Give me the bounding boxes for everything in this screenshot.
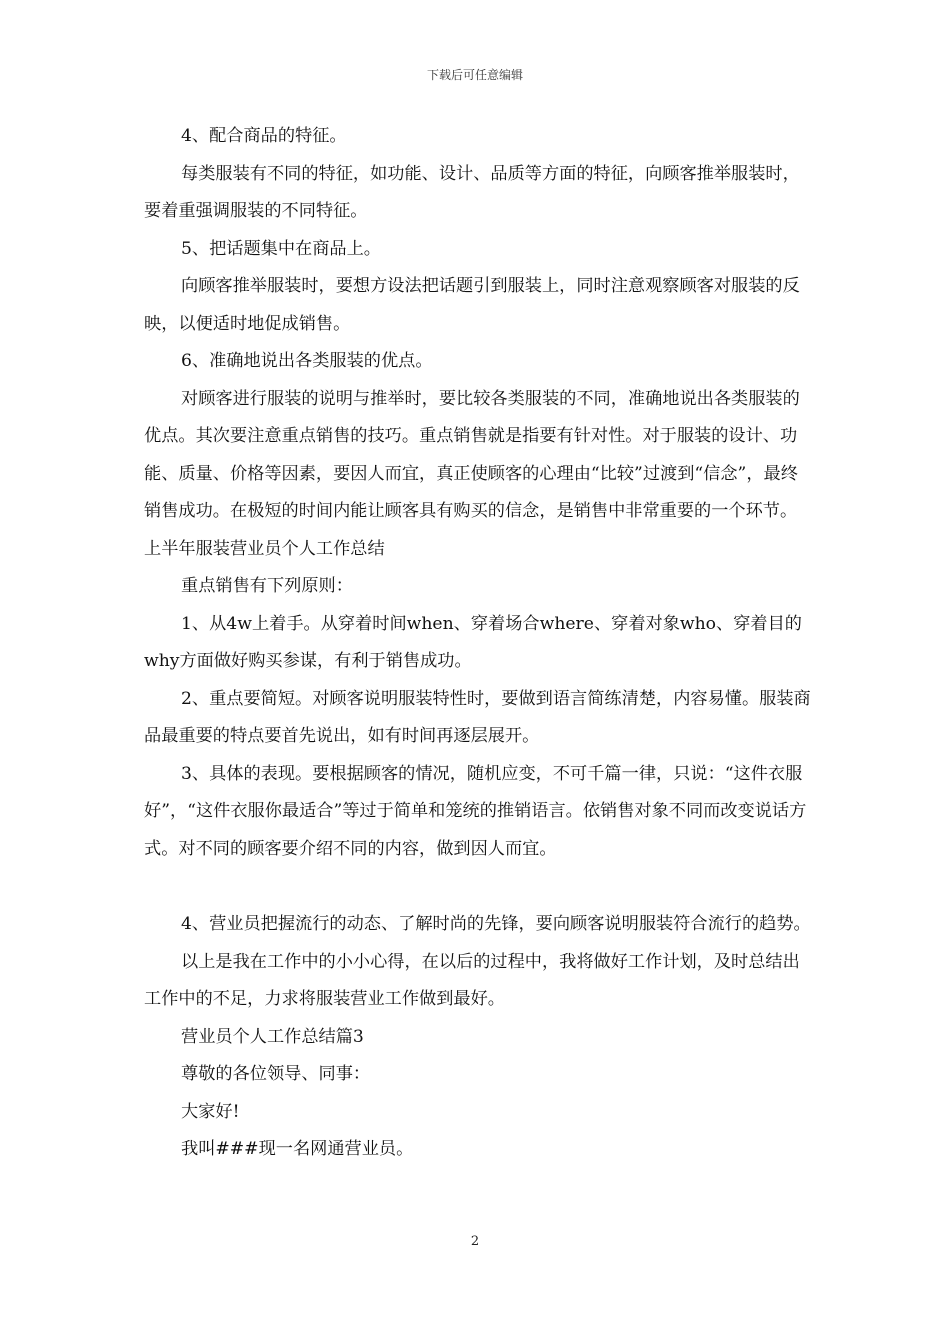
paragraph: 6、准确地说出各类服装的优点。	[181, 351, 433, 371]
paragraph: 我叫###现一名网通营业员。	[181, 1139, 414, 1159]
paragraph: 重点销售有下列原则：	[181, 576, 353, 596]
paragraph: 对顾客进行服装的说明与推举时，要比较各类服装的不同，准确地说出各类服装的优点。其次要注意重点销售的技巧。重点销售就是指要有针对性。对于服装的设计、功能、质量、价格等因素，要因人而宜，真正使顾客的心理由“比较”过渡到“信念”，最终销售成功。在极短的时间内能让顾客具有购买的信念，是销售中非常重要的一个环节。上半年服装营业员个人工作总结	[144, 388, 800, 559]
header-note: 下载后可任意编辑	[426, 68, 523, 82]
greeting: 大家好!	[181, 1101, 240, 1122]
section-heading: 营业员个人工作总结篇3	[181, 1026, 364, 1047]
paragraph: 向顾客推举服装时，要想方设法把话题引到服装上，同时注意观察顾客对服装的反映，以便适时地促成销售。	[144, 276, 800, 334]
paragraph: 2、重点要简短。对顾客说明服装特性时，要做到语言简练清楚，内容易懂。服装商品最重要的特点要首先说出，如有时间再逐层展开。	[144, 688, 811, 746]
paragraph: 3、具体的表现。要根据顾客的情况，随机应变，不可千篇一律，只说：“这件衣服好”，“这件衣服你最适合”等过于简单和笼统的推销语言。依销售对象不同而改变说话方式。对不同的顾客要介绍不同的内容，做到因人而宜。	[144, 763, 807, 859]
page-number: 2	[470, 1234, 480, 1249]
paragraph: 4、营业员把握流行的动态、了解时尚的先锋，要向顾客说明服装符合流行的趋势。	[181, 914, 811, 934]
paragraph: 以上是我在工作中的小小心得，在以后的过程中，我将做好工作计划，及时总结出工作中的不足，力求将服装营业工作做到最好。	[144, 951, 800, 1009]
paragraph: 每类服装有不同的特征，如功能、设计、品质等方面的特征，向顾客推举服装时，要着重强调服装的不同特征。	[144, 163, 800, 221]
paragraph: 1、从4w上着手。从穿着时间when、穿着场合where、穿着对象who、穿着目的why方面做好购买参谋，有利于销售成功。	[144, 613, 802, 671]
paragraph: 5、把话题集中在商品上。	[181, 238, 381, 259]
paragraph: 4、配合商品的特征。	[181, 126, 347, 146]
document-body	[144, 118, 812, 1169]
salutation: 尊敬的各位领导、同事：	[181, 1064, 371, 1084]
